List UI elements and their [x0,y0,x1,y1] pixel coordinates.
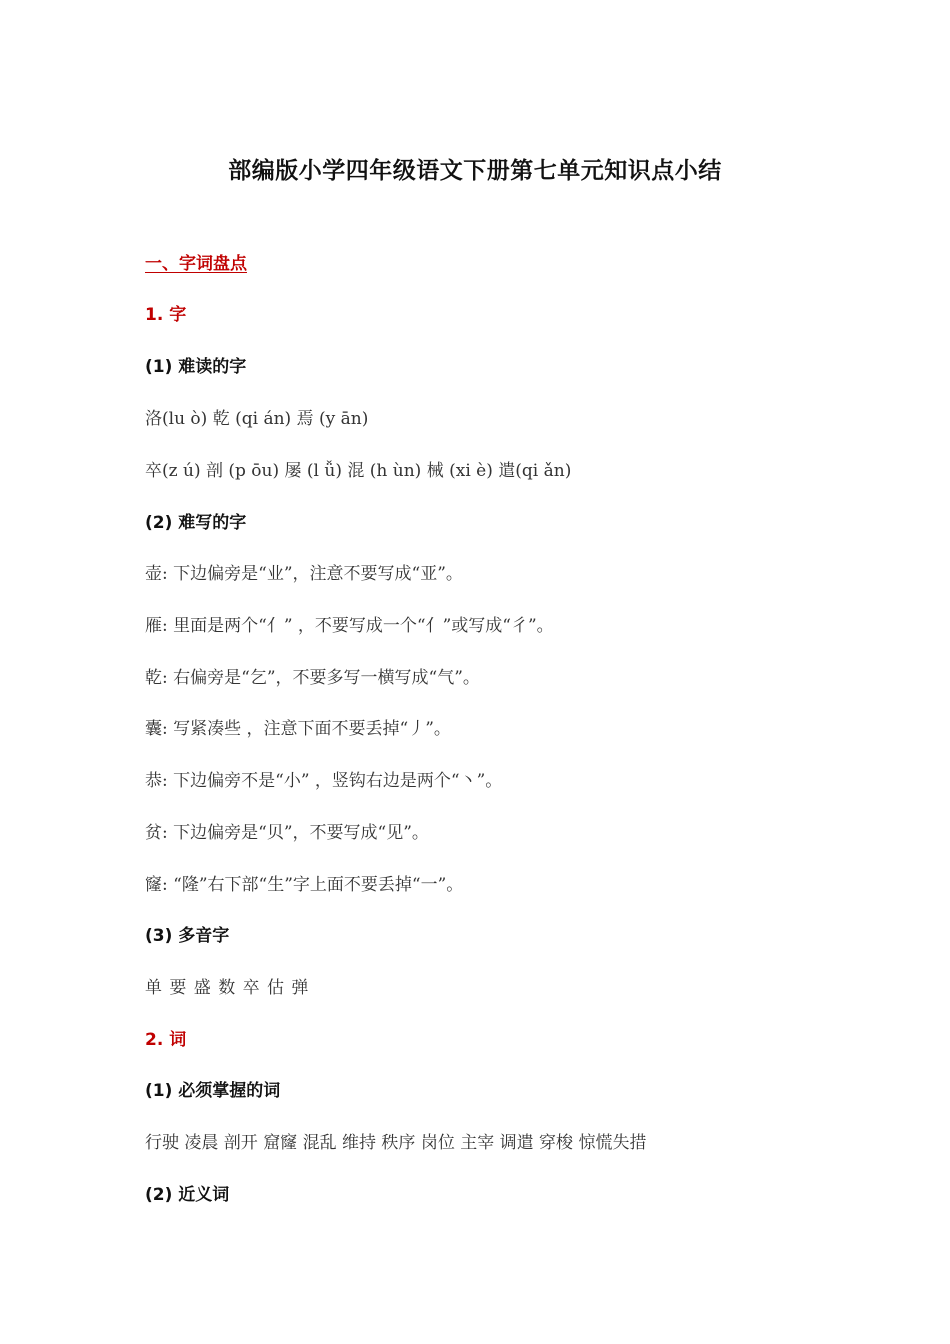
duoyin-line: 单 要 盛 数 卒 估 弹 [145,978,310,998]
heading-bixu: (1) 必须掌握的词 [145,1081,281,1101]
nanxie-item: 囊: 写紧凑些 ，注意下面不要丢掉“丿”。 [145,719,451,739]
document-title: 部编版小学四年级语文下册第七单元知识点小结 [228,158,722,184]
pinyin-line-2: 卒(z ú) 剖 (p ōu) 屡 (l ǚ) 混 (h ùn) 械 (xi è) 遣(qi ǎn) [145,461,572,481]
bixu-words-line: 行驶 凌晨 剖开 窟窿 混乱 维持 秩序 岗位 主宰 调遣 穿梭 惊慌失措 [145,1133,647,1153]
heading-jinyi: (2) 近义词 [145,1185,230,1205]
subheading-ci: 2. 词 [145,1030,187,1050]
nanxie-item: 乾: 右偏旁是“乞”，不要多写一横写成“气”。 [145,668,480,688]
pinyin-line-1: 洛(lu ò) 乾 (qi án) 焉 (y ān) [145,409,369,429]
nanxie-item: 贫: 下边偏旁是“贝”，不要写成“见”。 [145,823,429,843]
nanxie-item: 恭: 下边偏旁不是“小” ，竖钩右边是两个“丶”。 [145,771,503,791]
nanxie-item: 窿: “隆”右下部“生”字上面不要丢掉“一”。 [145,875,464,895]
nanxie-item: 雁: 里面是两个“亻” ，不要写成一个“亻”或写成“彳”。 [145,616,554,636]
heading-nanxie: (2) 难写的字 [145,513,247,533]
section-heading-zici: 一、字词盘点 [145,254,247,274]
heading-nandu: (1) 难读的字 [145,357,247,377]
nanxie-item: 壶: 下边偏旁是“业”，注意不要写成“亚”。 [145,564,463,584]
subheading-zi: 1. 字 [145,305,187,325]
heading-duoyin: (3) 多音字 [145,926,230,946]
